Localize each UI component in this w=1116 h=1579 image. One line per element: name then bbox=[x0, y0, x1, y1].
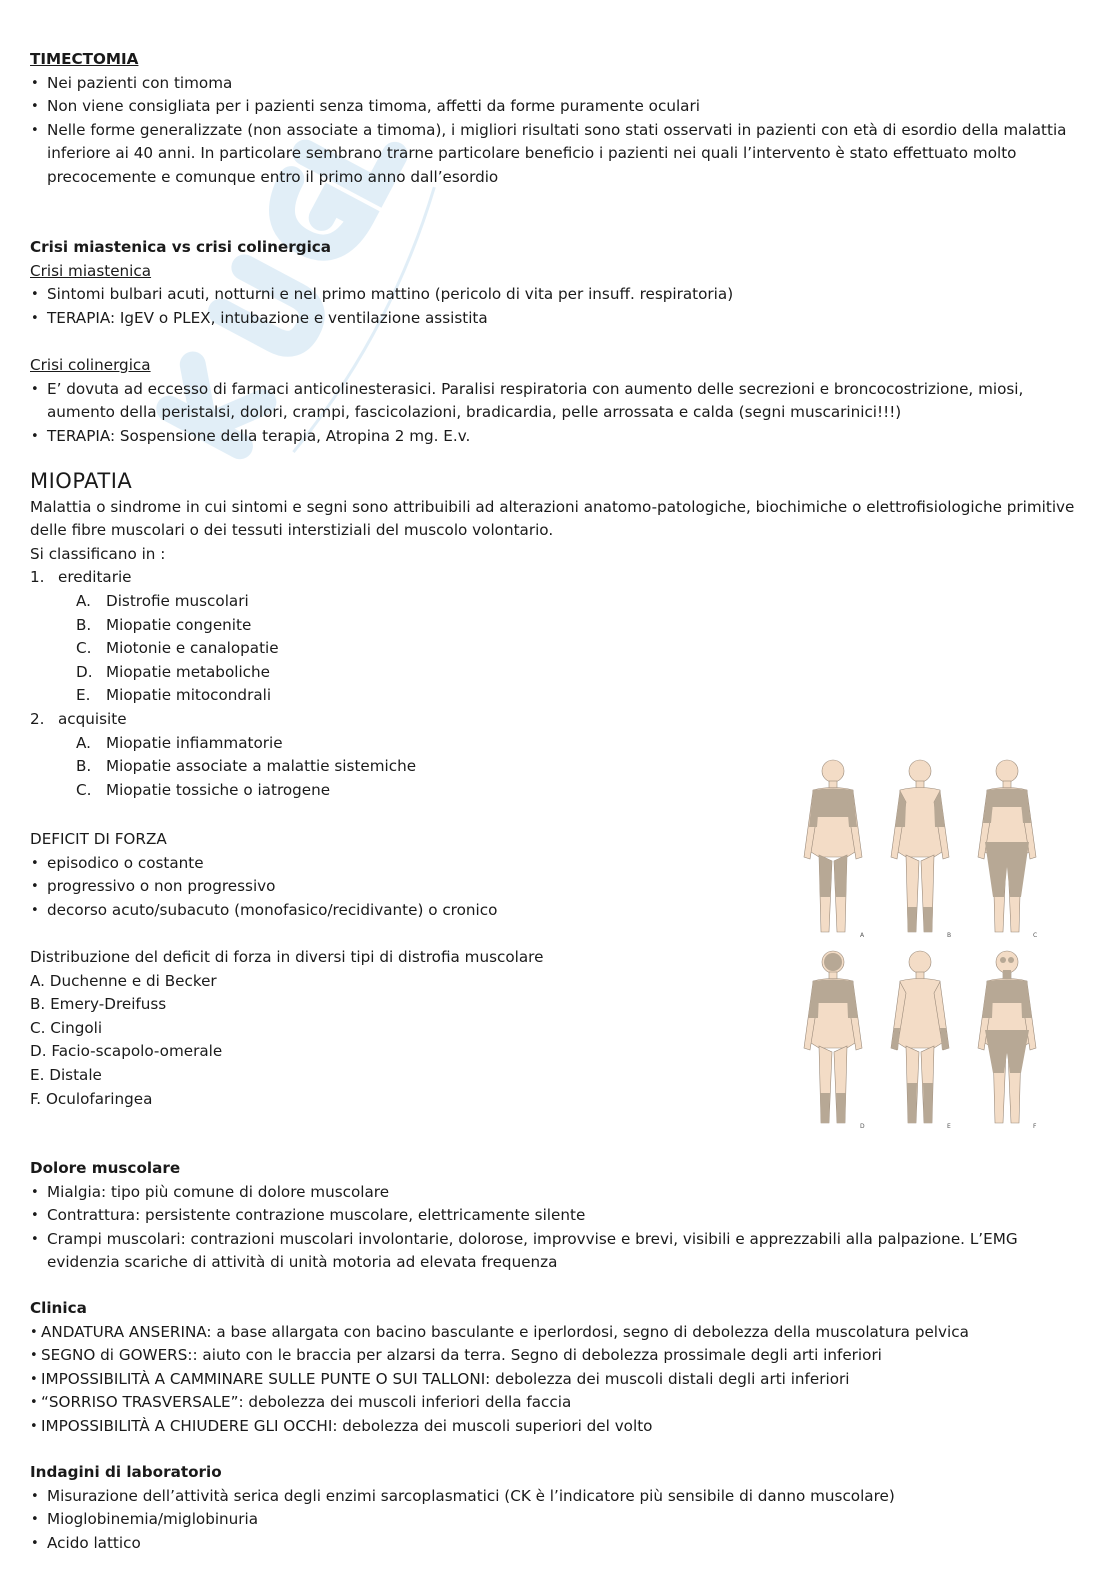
list-item: • Contrattura: persistente contrazione muscolare, elettricamente silente bbox=[30, 1204, 1090, 1228]
figure-B bbox=[891, 760, 949, 932]
crisi-miastenica-list bbox=[30, 283, 1090, 330]
figure-A bbox=[804, 760, 862, 932]
figure-label-B: B bbox=[947, 932, 952, 939]
figure-label-E: E bbox=[947, 1123, 951, 1130]
list-item: • IMPOSSIBILITÀ A CHIUDERE GLI OCCHI: debolezza dei muscoli superiori del volto bbox=[30, 1415, 1090, 1439]
distribuzione-section bbox=[30, 946, 770, 1111]
figure-label-A: A bbox=[860, 932, 865, 939]
group-number: 1. bbox=[30, 568, 45, 587]
list-item: • Mialgia: tipo più comune di dolore muscolare bbox=[30, 1181, 1090, 1205]
clinica-list bbox=[30, 1321, 1090, 1439]
list-item: D. Miopatie metaboliche bbox=[76, 662, 270, 681]
list-item: • IMPOSSIBILITÀ A CAMMINARE SULLE PUNTE O SUI TALLONI: debolezza dei muscoli distali degli arti inferiori bbox=[30, 1368, 1090, 1392]
list-item: E. Distale bbox=[30, 1065, 102, 1084]
muscle-distribution-figure bbox=[795, 752, 1045, 1142]
miopatia-title: MIOPATIA bbox=[30, 469, 133, 493]
miopatia-classify-intro: Si classificano in : bbox=[30, 544, 166, 563]
list-item: • SEGNO di GOWERS:: aiuto con le braccia per alzarsi da terra. Segno di debolezza prossimale degli arti inferiori bbox=[30, 1344, 1090, 1368]
list-item: • progressivo o non progressivo bbox=[30, 875, 770, 899]
list-item: • Crampi muscolari: contrazioni muscolari involontarie, dolorose, improvvise e brevi, visibili e apprezzabili alla palpazione. L’EMG evidenzia scariche di attività di unità motoria ad elevata frequenza bbox=[30, 1228, 1090, 1275]
list-item: C. Cingoli bbox=[30, 1018, 103, 1037]
deficit-list bbox=[30, 852, 770, 923]
list-item: • episodico o costante bbox=[30, 852, 770, 876]
list-item: B. Miopatie associate a malattie sistemiche bbox=[76, 757, 417, 776]
list-item: E. Miopatie mitocondrali bbox=[76, 686, 272, 705]
group-label: ereditarie bbox=[58, 568, 132, 587]
figure-E bbox=[891, 951, 949, 1123]
figure-label-D: D bbox=[860, 1123, 865, 1130]
miopatia-definition: Malattia o sindrome in cui sintomi e segni sono attribuibili ad alterazioni anatomo-patologiche, biochimiche o elettrofisiologiche primitive delle fibre muscolari o dei tessuti interstiziali del muscolo volontario. bbox=[30, 497, 1075, 540]
list-item: • Acido lattico bbox=[30, 1532, 1090, 1556]
list-item: B. Emery-Dreifuss bbox=[30, 995, 167, 1014]
distribuzione-intro: Distribuzione del deficit di forza in diversi tipi di distrofia muscolare bbox=[30, 948, 544, 966]
figure-label-F: F bbox=[1033, 1123, 1037, 1130]
clinica-title: Clinica bbox=[30, 1299, 87, 1317]
figure-C bbox=[978, 760, 1036, 932]
crisi-colinergica-section bbox=[30, 354, 1090, 448]
dolore-list bbox=[30, 1181, 1090, 1275]
list-item: • TERAPIA: IgEV o PLEX, intubazione e ventilazione assistita bbox=[30, 307, 1090, 331]
crisi-colinergica-subtitle: Crisi colinergica bbox=[30, 356, 151, 374]
list-item: • Nelle forme generalizzate (non associate a timoma), i migliori risultati sono stati osservati in pazienti con età di esordio della malattia inferiore ai 40 anni. In particolare sembrano trarne particolare beneficio i pazienti nei quali l’intervento è stato effettuato molto precocemente e comunque entro il primo anno dall’esordio bbox=[30, 119, 1090, 190]
crisi-colinergica-list bbox=[30, 378, 1090, 449]
laboratorio-section bbox=[30, 1461, 1090, 1555]
crisi-section bbox=[30, 236, 1090, 330]
list-item: C. Miotonie e canalopatie bbox=[76, 639, 279, 658]
group-number: 2. bbox=[30, 709, 45, 728]
clinica-section bbox=[30, 1297, 1090, 1439]
dolore-section bbox=[30, 1157, 1090, 1275]
dolore-title: Dolore muscolare bbox=[30, 1159, 181, 1177]
list-item: C. Miopatie tossiche o iatrogene bbox=[76, 780, 331, 799]
list-item: A. Miopatie infiammatorie bbox=[76, 733, 283, 752]
list-item: D. Facio-scapolo-omerale bbox=[30, 1042, 223, 1061]
list-item: • Non viene consigliata per i pazienti senza timoma, affetti da forme puramente oculari bbox=[30, 95, 1090, 119]
laboratorio-list bbox=[30, 1485, 1090, 1556]
list-item: • TERAPIA: Sospensione della terapia, Atropina 2 mg. E.v. bbox=[30, 425, 1090, 449]
list-item: • Sintomi bulbari acuti, notturni e nel primo mattino (pericolo di vita per insuff. respiratoria) bbox=[30, 283, 1090, 307]
list-item: • Misurazione dell’attività serica degli enzimi sarcoplasmatici (CK è l’indicatore più sensibile di danno muscolare) bbox=[30, 1485, 1090, 1509]
list-item: • decorso acuto/subacuto (monofasico/recidivante) o cronico bbox=[30, 899, 770, 923]
figure-F bbox=[978, 951, 1036, 1123]
group-label: acquisite bbox=[58, 709, 127, 728]
figure-D bbox=[804, 951, 862, 1123]
list-item: • Mioglobinemia/miglobinuria bbox=[30, 1508, 1090, 1532]
deficit-section bbox=[30, 828, 770, 922]
list-item: • ANDATURA ANSERINA: a base allargata con bacino basculante e iperlordosi, segno di debolezza della muscolatura pelvica bbox=[30, 1321, 1090, 1345]
laboratorio-title: Indagini di laboratorio bbox=[30, 1463, 222, 1481]
crisi-miastenica-subtitle: Crisi miastenica bbox=[30, 261, 152, 280]
list-item: B. Miopatie congenite bbox=[76, 615, 252, 634]
list-item: • E’ dovuta ad eccesso di farmaci anticolinesterasici. Paralisi respiratoria con aumento delle secrezioni e broncocostrizione, miosi, aumento della peristalsi, dolori, crampi, fascicolazioni, bradicardia, pelle arrossata e calda (segni muscarinici!!!) bbox=[30, 378, 1090, 425]
list-item: • Nei pazienti con timoma bbox=[30, 72, 1090, 96]
timectomia-title: TIMECTOMIA bbox=[30, 50, 139, 68]
list-item: • “SORRISO TRASVERSALE”: debolezza dei muscoli inferiori della faccia bbox=[30, 1391, 1090, 1415]
list-item: A. Duchenne e di Becker bbox=[30, 971, 217, 990]
timectomia-list bbox=[30, 72, 1090, 190]
figure-label-C: C bbox=[1033, 932, 1038, 939]
list-item: F. Oculofaringea bbox=[30, 1089, 153, 1108]
list-item: A. Distrofie muscolari bbox=[76, 591, 249, 610]
group-ereditarie bbox=[30, 566, 1090, 708]
timectomia-section bbox=[30, 48, 1090, 190]
deficit-title: DEFICIT DI FORZA bbox=[30, 830, 167, 848]
crisi-title: Crisi miastenica vs crisi colinergica bbox=[30, 238, 332, 256]
